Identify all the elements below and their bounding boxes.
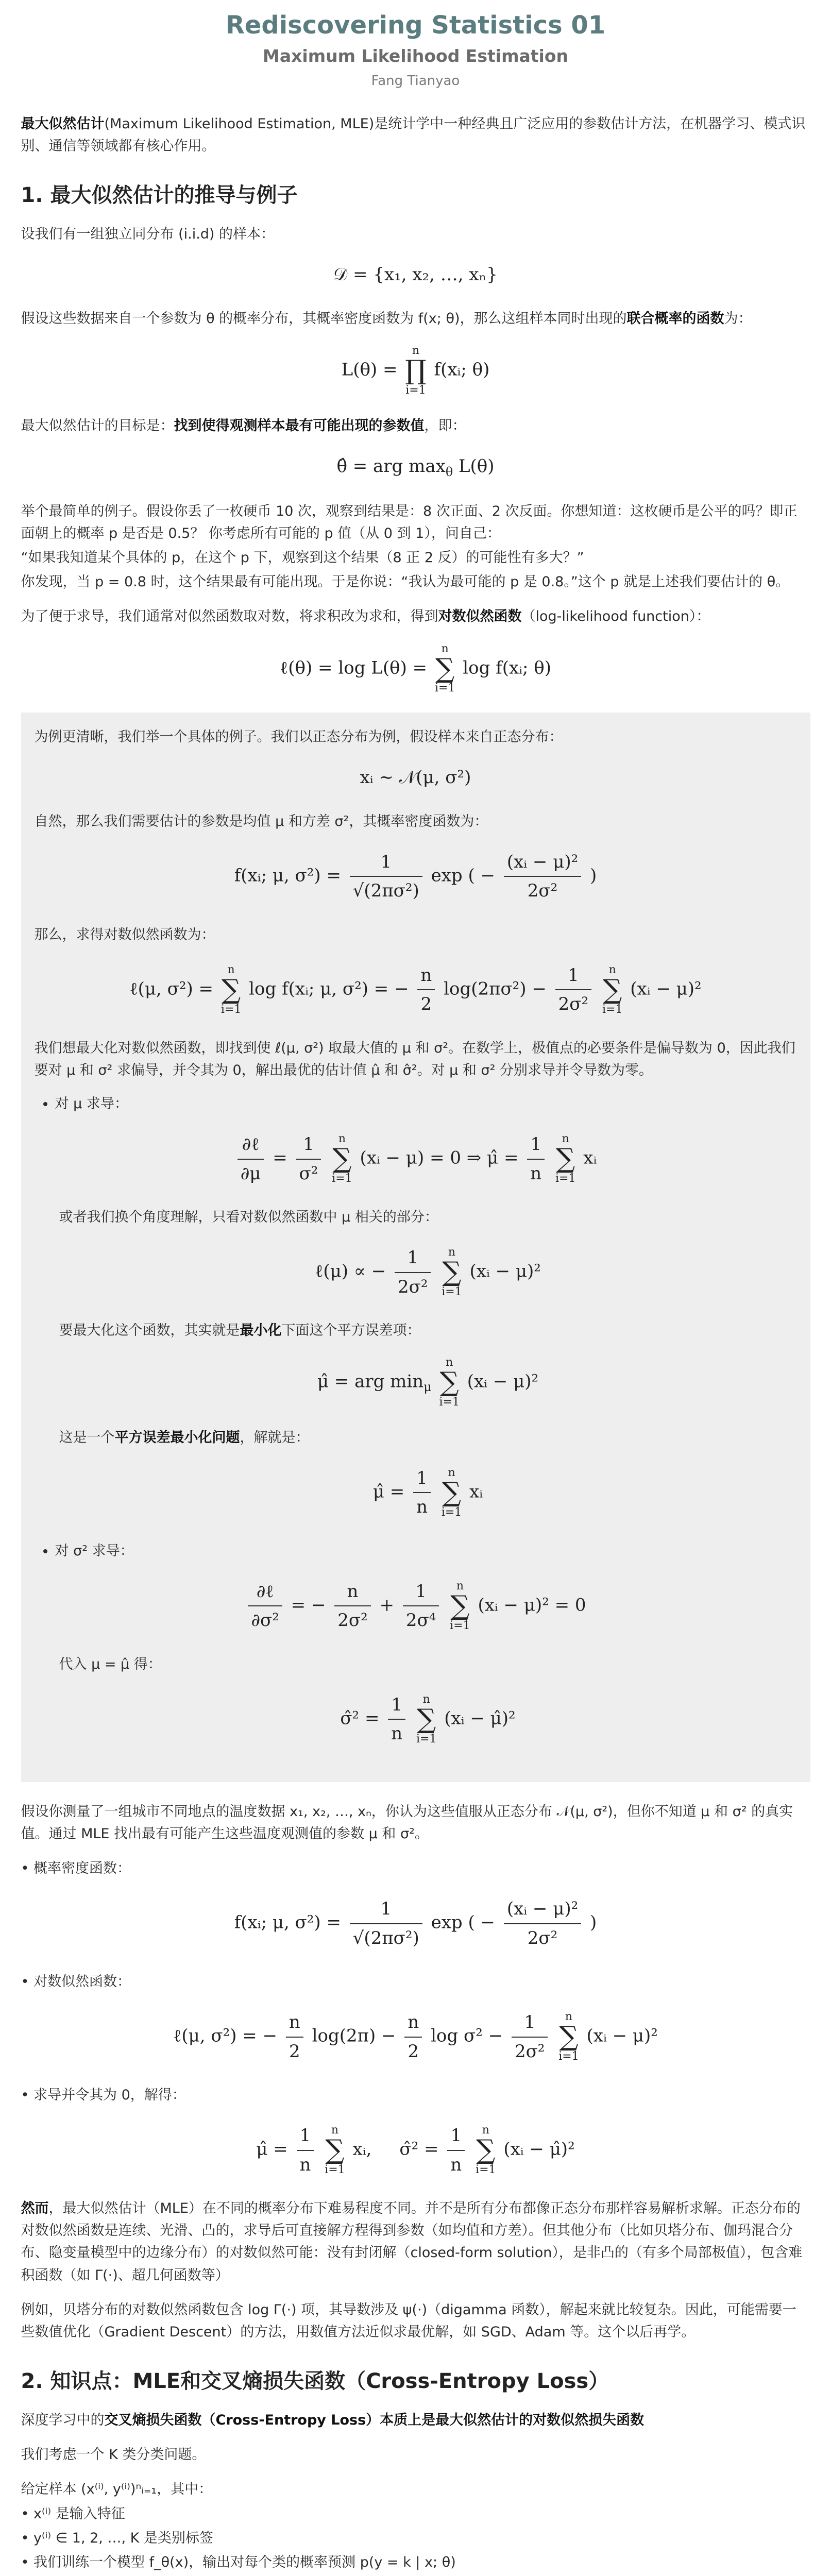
s1-p4: 为了便于求导，我们通常对似然函数取对数，将求积改为求和，得到对数似然函数（log-likelihood function）： xyxy=(21,608,710,625)
panel-p7: 这是一个平方误差最小化问题，解就是： xyxy=(59,1429,310,1446)
section1-heading: 1. 最大似然估计的推导与例子 xyxy=(21,183,298,208)
s1b-p1: 假设你测量了一组城市不同地点的温度数据 x₁, x₂, …, xₙ，你认为这些值服从正态分布 𝒩(μ, σ²)，但你不知道 μ 和 σ² 的真实值。通过 MLE 找出最有可能产生这些温度观测值的参数 μ 和 σ²。 xyxy=(21,1803,793,1842)
sum-op: n ∑ i=1 xyxy=(434,642,455,695)
doc-title: Rediscovering Statistics 01 xyxy=(225,11,606,40)
s1b-b3: • 求导并令其为 0，解得： xyxy=(21,2087,186,2104)
s1-p2c: 为： xyxy=(724,310,752,327)
panel-p3: 那么，求得对数似然函数为： xyxy=(34,926,215,943)
panel-p5: 或者我们换个角度理解，只看对数似然函数中 μ 相关的部分： xyxy=(59,1209,438,1226)
eq-dmu: $\frac{\text{∂ℓ}}{\partial\mu}$ = $\frac{1}{\text{σ²}}$ n ∑ i=1 (xᵢ − μ) = 0 ⇒ μ̂ = $\frac{1}{n}$ n ∑ i=1 xᵢ xyxy=(35,1130,797,1188)
eq-dataset: 𝒟 = {x₁, x₂, …, xₙ} xyxy=(333,264,498,285)
eq-dsigma: $\frac{\text{∂ℓ}}{\text{∂σ²}}$ = − $\frac{n}{\text{2σ²}}$ + $\frac{1}{\text{2σ⁴}}$ n ∑ i=1 (xᵢ − μ)² = 0 xyxy=(35,1578,797,1635)
eq-argmax: θ̂ = arg $\max_\theta L(\theta)$ xyxy=(336,455,495,479)
prod-op: n ∏ i=1 xyxy=(405,344,427,397)
eq-argmin: μ̂ = arg $\min_\mu n$ ∑ i=1 (xᵢ − μ)² xyxy=(317,1356,539,1409)
eq-normal-loglik: ℓ(μ, σ²) = n ∑ i=1 log f(xᵢ; μ, σ²) = − $\frac{n}{2}$ log(2πσ²) − $\frac{1}{\text{2σ²}}$ n ∑ i=1 (xᵢ − μ)² xyxy=(35,961,797,1019)
eq-muhat: μ̂ = $\frac{1}{n}$ n ∑ i=1 xᵢ xyxy=(59,1464,797,1521)
eq-pdf: f(xᵢ; μ, σ²) = $\frac{1}{\text{√(2πσ²)}}$ exp ( − $\frac{\text{(xᵢ − μ)²}}{\text{2σ²}}$ ) xyxy=(35,848,797,905)
s1-p4b: 对数似然函数 xyxy=(438,608,522,625)
s1b-p2: 然而，最大似然估计（MLE）在不同的概率分布下难易程度不同。并不是所有分布都像正态分布那样容易解析求解。正态分布的对数似然函数是连续、光滑、凸的，求导后可直接解方程得到参数（如均值和方差）。但其他分布（比如贝塔分布、伽玛混合分布、隐变量模型中的边缘分布）的对数似然可能：没有封闭解（closed-form solution），是非凸的（有多个局部极值），包含难积函数（如 Γ(·)、超几何函数等） xyxy=(21,2200,803,2283)
eq-temp-loglik: ℓ(μ, σ²) = − $\frac{n}{2}$ log(2π) − $\frac{n}{2}$ log σ² − $\frac{1}{\text{2σ²}}$ n ∑ i=1 (xᵢ − μ)² xyxy=(21,2008,810,2065)
eq-likelihood xyxy=(21,345,810,396)
doc-author: Fang Tianyao xyxy=(371,73,460,89)
s2-p1: 深度学习中的交叉熵损失函数（Cross-Entropy Loss）本质上是最大似然估计的对数似然损失函数 xyxy=(21,2412,645,2429)
s1-p3: 最大似然估计的目标是：找到使得观测样本最有可能出现的参数值，即： xyxy=(21,417,466,434)
deriv-list-mu: • 对 μ 求导： xyxy=(35,1093,797,1115)
s1b-p3: 例如，贝塔分布的对数似然函数包含 log Γ(·) 项，其导数涉及 ψ(·)（digamma 函数），解起来就比较复杂。因此，可能需要一些数值优化（Gradient Descent）的方法，用数值方法近似求最优解，如 SGD、Adam 等。这个以后再学。 xyxy=(21,2301,796,2340)
example-line-2: “如果我知道某个具体的 p，在这个 p 下，观察到这个结果（8 正 2 反）的可能性有多大？” xyxy=(21,550,584,566)
panel-p2: 自然，那么我们需要估计的参数是均值 μ 和方差 σ²，其概率密度函数为： xyxy=(34,813,488,829)
eq-likelihood-lhs: L(θ) = xyxy=(341,359,398,380)
panel-p8: 代入 μ = μ̂ 得： xyxy=(59,1656,162,1672)
intro-paragraph xyxy=(21,113,810,157)
eq-sigmahat: σ̂² = $\frac{1}{n}$ n ∑ i=1 (xᵢ − μ̂)² xyxy=(59,1691,797,1748)
section2-heading: 2. 知识点：MLE和交叉熵损失函数（Cross-Entropy Loss） xyxy=(21,2369,609,2394)
s1b-b1: • 概率密度函数： xyxy=(21,1860,131,1877)
eq-likelihood-rhs: f(xᵢ; θ) xyxy=(434,359,490,380)
s1-p2b: 联合概率的函数 xyxy=(626,310,724,327)
example-line-1: 举个最简单的例子。假设你丢了一枚硬币 10 次，观察到结果是：8 次正面、2 次反面。你想知道：这枚硬币是公平的吗？即正面朝上的概率 p 是否是 0.5？ 你考虑所有可能的 p 值（从 0 到 1），问自己： xyxy=(21,503,798,541)
normal-example-panel xyxy=(21,713,810,1782)
s1-p3b: 找到使得观测样本最有可能出现的参数值 xyxy=(174,417,425,434)
eq-temp-solution: μ̂ = $\frac{1}{n}$ n ∑ i=1 xᵢ, σ̂² = $\frac{1}{n}$ n ∑ i=1 (xᵢ − μ̂)² xyxy=(21,2122,810,2179)
s2-p3: 给定样本 (x⁽ⁱ⁾, y⁽ⁱ⁾)ⁿᵢ₌₁，其中： xyxy=(21,2481,213,2498)
s2-item-2: • y⁽ⁱ⁾ ∈ 1, 2, …, K 是类别标签 xyxy=(21,2530,213,2546)
eq-normal-dist: xᵢ ∼ 𝒩(μ, σ²) xyxy=(360,767,471,788)
s1-p2 xyxy=(21,308,810,330)
deriv-list-sigma: • 对 σ² 求导： xyxy=(35,1540,797,1562)
panel-p1: 为例更清晰，我们举一个具体的例子。我们以正态分布为例，假设样本来自正态分布： xyxy=(34,729,563,745)
example-line-3: 你发现，当 p = 0.8 时，这个结果最有可能出现。于是你说：“我认为最可能的 p 是 0.8。”这个 p 就是上述我们要估计的 θ。 xyxy=(21,574,790,590)
intro-bold: 最大似然估计 xyxy=(21,115,105,132)
s2-item-1: • x⁽ⁱ⁾ 是输入特征 xyxy=(21,2505,125,2522)
panel-p4: 我们想最大化对数似然函数，即找到使 ℓ(μ, σ²) 取最大值的 μ 和 σ²。在数学上，极值点的必要条件是偏导数为 0，因此我们要对 μ 和 σ² 求偏导，并令其为 0，解出最优的估计值 μ̂ 和 σ̂²。对 μ 和 σ² 分别求导并令导数为零。 xyxy=(34,1040,795,1078)
eq-loglik: ℓ(θ) = log L(θ) = n ∑ i=1 log f(xᵢ; θ) xyxy=(279,642,552,695)
panel-p6: 要最大化这个函数，其实就是最小化下面这个平方误差项： xyxy=(59,1323,421,1339)
s2-p2: 我们考虑一个 K 类分类问题。 xyxy=(21,2447,206,2463)
eq-lmu: ℓ(μ) ∝ − $\frac{1}{\text{2σ²}}$ n ∑ i=1 (xᵢ − μ)² xyxy=(59,1244,797,1301)
document xyxy=(21,0,810,2576)
intro-rest: (Maximum Likelihood Estimation, MLE)是统计学中一种经典且广泛应用的参数估计方法，在机器学习、模式识别、通信等领域都有核心作用。 xyxy=(21,115,806,155)
s2-item-3: • 我们训练一个模型 f_θ(x)，输出对每个类的概率预测 p(y = k | x; θ) xyxy=(21,2554,456,2571)
eq-temp-pdf: f(xᵢ; μ, σ²) = $\frac{1}{\text{√(2πσ²)}}$ exp ( − $\frac{\text{(xᵢ − μ)²}}{\text{2σ²}}$ ) xyxy=(21,1895,810,1952)
doc-subtitle: Maximum Likelihood Estimation xyxy=(263,46,568,66)
s1-p1: 设我们有一组独立同分布 (i.i.d) 的样本： xyxy=(21,226,275,243)
s1b-b2: • 对数似然函数： xyxy=(21,1974,131,1990)
s1-p2a: 假设这些数据来自一个参数为 θ 的概率分布，其概率密度函数为 f(x; θ)，那么这组样本同时出现的 xyxy=(21,310,627,327)
